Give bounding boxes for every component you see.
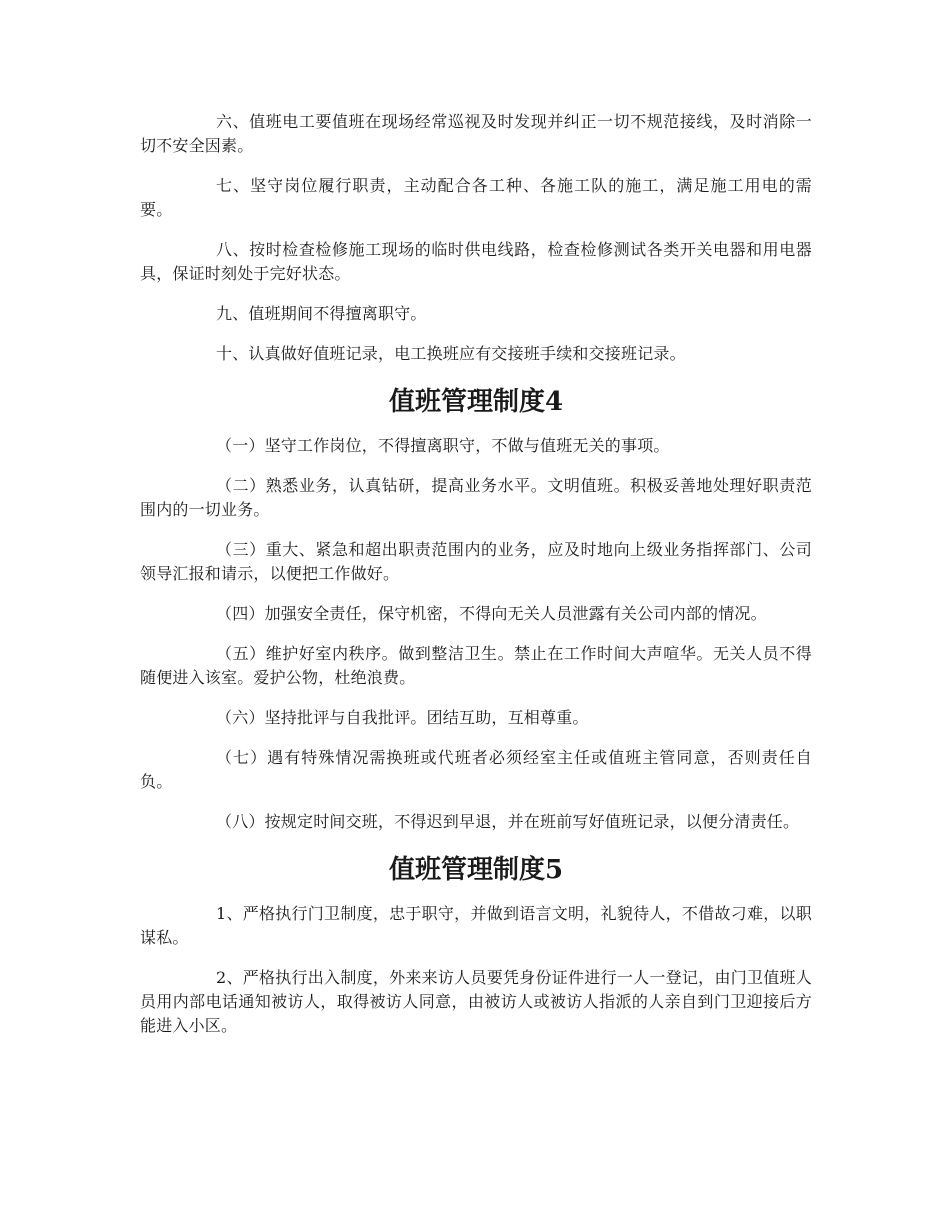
section4-paragraph-3: （三）重大、紧急和超出职责范围内的业务，应及时地向上级业务指挥部门、公司领导汇报和请示，以便把工作做好。 xyxy=(140,540,812,583)
paragraph-item-6: 六、值班电工要值班在现场经常巡视及时发现并纠正一切不规范接线，及时消除一切不安全因素。 xyxy=(140,112,812,155)
section4-paragraph-6: （六）坚持批评与自我批评。团结互助，互相尊重。 xyxy=(216,708,589,727)
section5-paragraph-2: 2、严格执行出入制度，外来来访人员要凭身份证件进行一人一登记，由门卫值班人员用内部电话通知被访人，取得被访人同意，由被访人或被访人指派的人亲自到门卫迎接后方能进入小区。 xyxy=(140,968,812,1035)
section-title-5: 值班管理制度5 xyxy=(388,855,564,885)
section4-paragraph-1: （一）坚守工作岗位，不得擅离职守，不做与值班无关的事项。 xyxy=(216,436,670,455)
paragraph-item-8: 八、按时检查检修施工现场的临时供电线路，检查检修测试各类开关电器和用电器具，保证时刻处于完好状态。 xyxy=(140,240,812,283)
document-body xyxy=(140,110,812,1054)
section4-paragraph-5: （五）维护好室内秩序。做到整洁卫生。禁止在工作时间大声喧华。无关人员不得随便进入该室。爱护公物，杜绝浪费。 xyxy=(140,644,812,687)
section5-paragraph-1: 1、严格执行门卫制度，忠于职守，并做到语言文明，礼貌待人，不借故刁难，以职谋私。 xyxy=(140,904,812,947)
section4-paragraph-4: （四）加强安全责任，保守机密，不得向无关人员泄露有关公司内部的情况。 xyxy=(216,604,767,623)
paragraph-item-9: 九、值班期间不得擅离职守。 xyxy=(216,304,427,323)
section4-paragraph-8: （八）按规定时间交班，不得迟到早退，并在班前写好值班记录，以便分清责任。 xyxy=(216,812,800,831)
section4-paragraph-7: （七）遇有特殊情况需换班或代班者必须经室主任或值班主管同意，否则责任自负。 xyxy=(140,748,812,791)
section-title-4: 值班管理制度4 xyxy=(388,387,564,417)
paragraph-item-7: 七、坚守岗位履行职责，主动配合各工种、各施工队的施工，满足施工用电的需要。 xyxy=(140,176,812,219)
section4-paragraph-2: （二）熟悉业务，认真钻研，提高业务水平。文明值班。积极妥善地处理好职责范围内的一切业务。 xyxy=(140,476,812,519)
paragraph-item-10: 十、认真做好值班记录，电工换班应有交接班手续和交接班记录。 xyxy=(216,344,686,363)
